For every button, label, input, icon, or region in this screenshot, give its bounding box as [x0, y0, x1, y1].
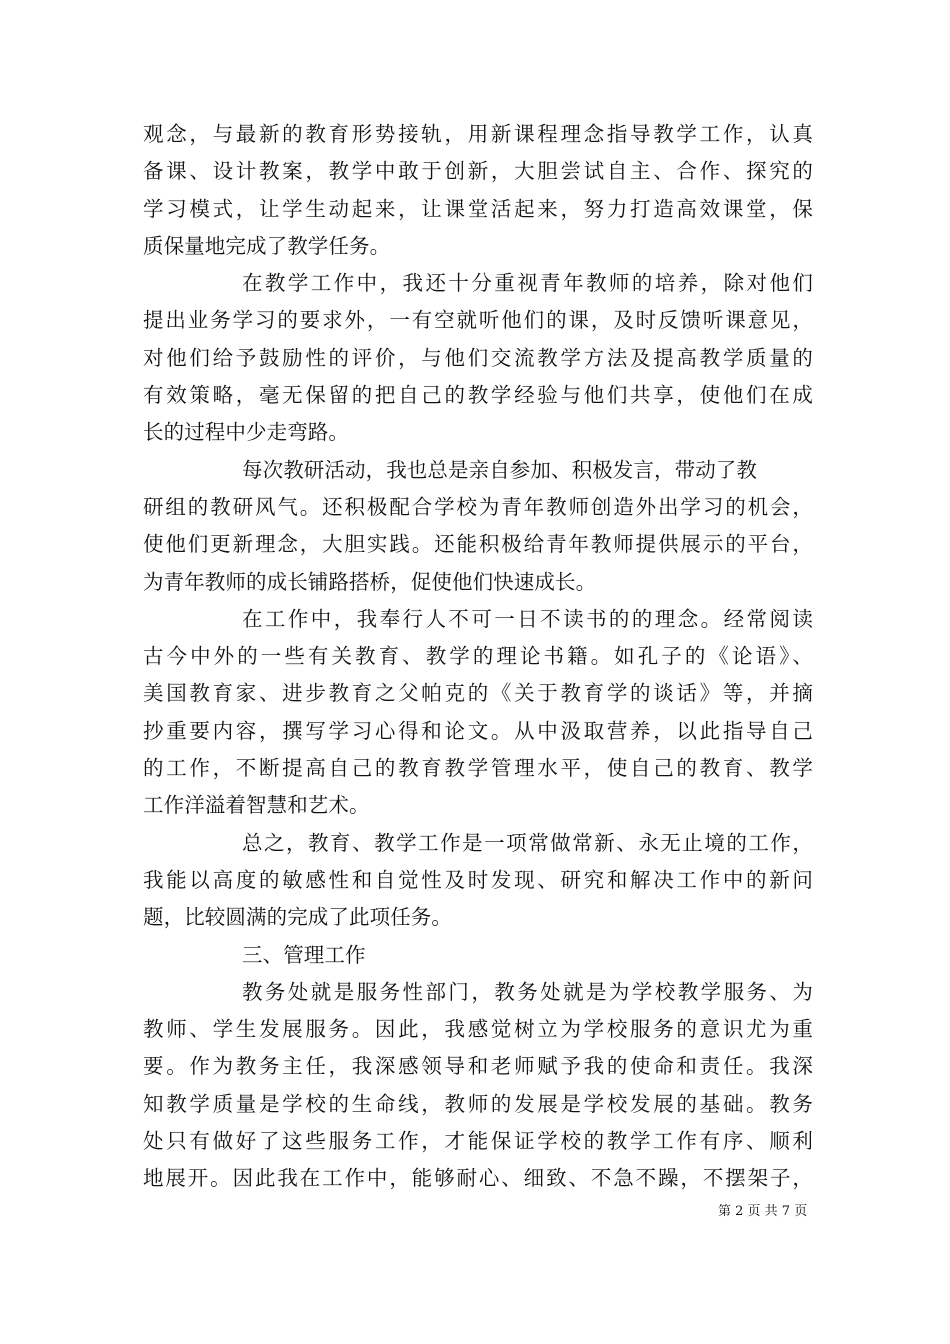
- text-line: 长的过程中少走弯路。: [143, 420, 349, 445]
- text-line: 研组的教研风气。还积极配合学校为青年教师创造外出学习的机会，: [143, 494, 813, 519]
- text-line: 观念，与最新的教育形势接轨，用新课程理念指导教学工作，认真: [143, 122, 813, 146]
- text-line: 我能以高度的敏感性和自觉性及时发现、研究和解决工作中的新问: [143, 867, 813, 892]
- text-line: 质保量地完成了教学任务。: [143, 233, 391, 258]
- text-line: 每次教研活动，我也总是亲自参加、积极发言，带动了教: [242, 457, 757, 482]
- text-line: 题，比较圆满的完成了此项任务。: [143, 905, 452, 930]
- text-line: 工作洋溢着智慧和艺术。: [143, 793, 370, 818]
- text-line: 抄重要内容，撰写学习心得和论文。从中汲取营养，以此指导自己: [143, 718, 813, 743]
- text-line: 备课、设计教案，教学中敢于创新，大胆尝试自主、合作、探究的: [143, 159, 813, 184]
- text-line: 美国教育家、进步教育之父帕克的《关于教育学的谈话》等，并摘: [143, 681, 813, 706]
- text-line: 的工作，不断提高自己的教育教学管理水平，使自己的教育、教学: [143, 756, 813, 781]
- body-text: [143, 116, 813, 1198]
- text-line: 有效策略，毫无保留的把自己的教学经验与他们共享，使他们在成: [143, 383, 813, 408]
- text-line: 要。作为教务主任，我深感领导和老师赋予我的使命和责任。我深: [143, 1054, 813, 1079]
- text-line: 在教学工作中，我还十分重视青年教师的培养，除对他们: [242, 271, 813, 296]
- text-line: 知教学质量是学校的生命线，教师的发展是学校发展的基础。教务: [143, 1091, 813, 1116]
- text-line: 学习模式，让学生动起来，让课堂活起来，努力打造高效课堂，保: [143, 196, 813, 221]
- text-line: 总之，教育、教学工作是一项常做常新、永无止境的工作，: [242, 830, 813, 855]
- text-line: 为青年教师的成长铺路搭桥，促使他们快速成长。: [143, 569, 597, 594]
- text-line: 使他们更新理念，大胆实践。还能积极给青年教师提供展示的平台，: [143, 532, 813, 557]
- text-line: 教务处就是服务性部门，教务处就是为学校教学服务、为: [242, 979, 813, 1004]
- page-number-footer: 第 2 页 共 7 页: [718, 1204, 808, 1219]
- text-line: 在工作中，我奉行人不可一日不读书的的理念。经常阅读: [242, 606, 813, 631]
- text-line: 对他们给予鼓励性的评价，与他们交流教学方法及提高教学质量的: [143, 345, 813, 370]
- text-line: 古今中外的一些有关教育、教学的理论书籍。如孔子的《论语》、: [143, 644, 813, 669]
- text-line: 提出业务学习的要求外，一有空就听他们的课，及时反馈听课意见，: [143, 308, 813, 333]
- text-line: 教师、学生发展服务。因此，我感觉树立为学校服务的意识尤为重: [143, 1017, 813, 1042]
- text-line: 处只有做好了这些服务工作，才能保证学校的教学工作有序、顺利: [143, 1129, 813, 1154]
- text-line: 地展开。因此我在工作中，能够耐心、细致、不急不躁，不摆架子，: [143, 1166, 813, 1191]
- text-line: 三、管理工作: [242, 942, 366, 967]
